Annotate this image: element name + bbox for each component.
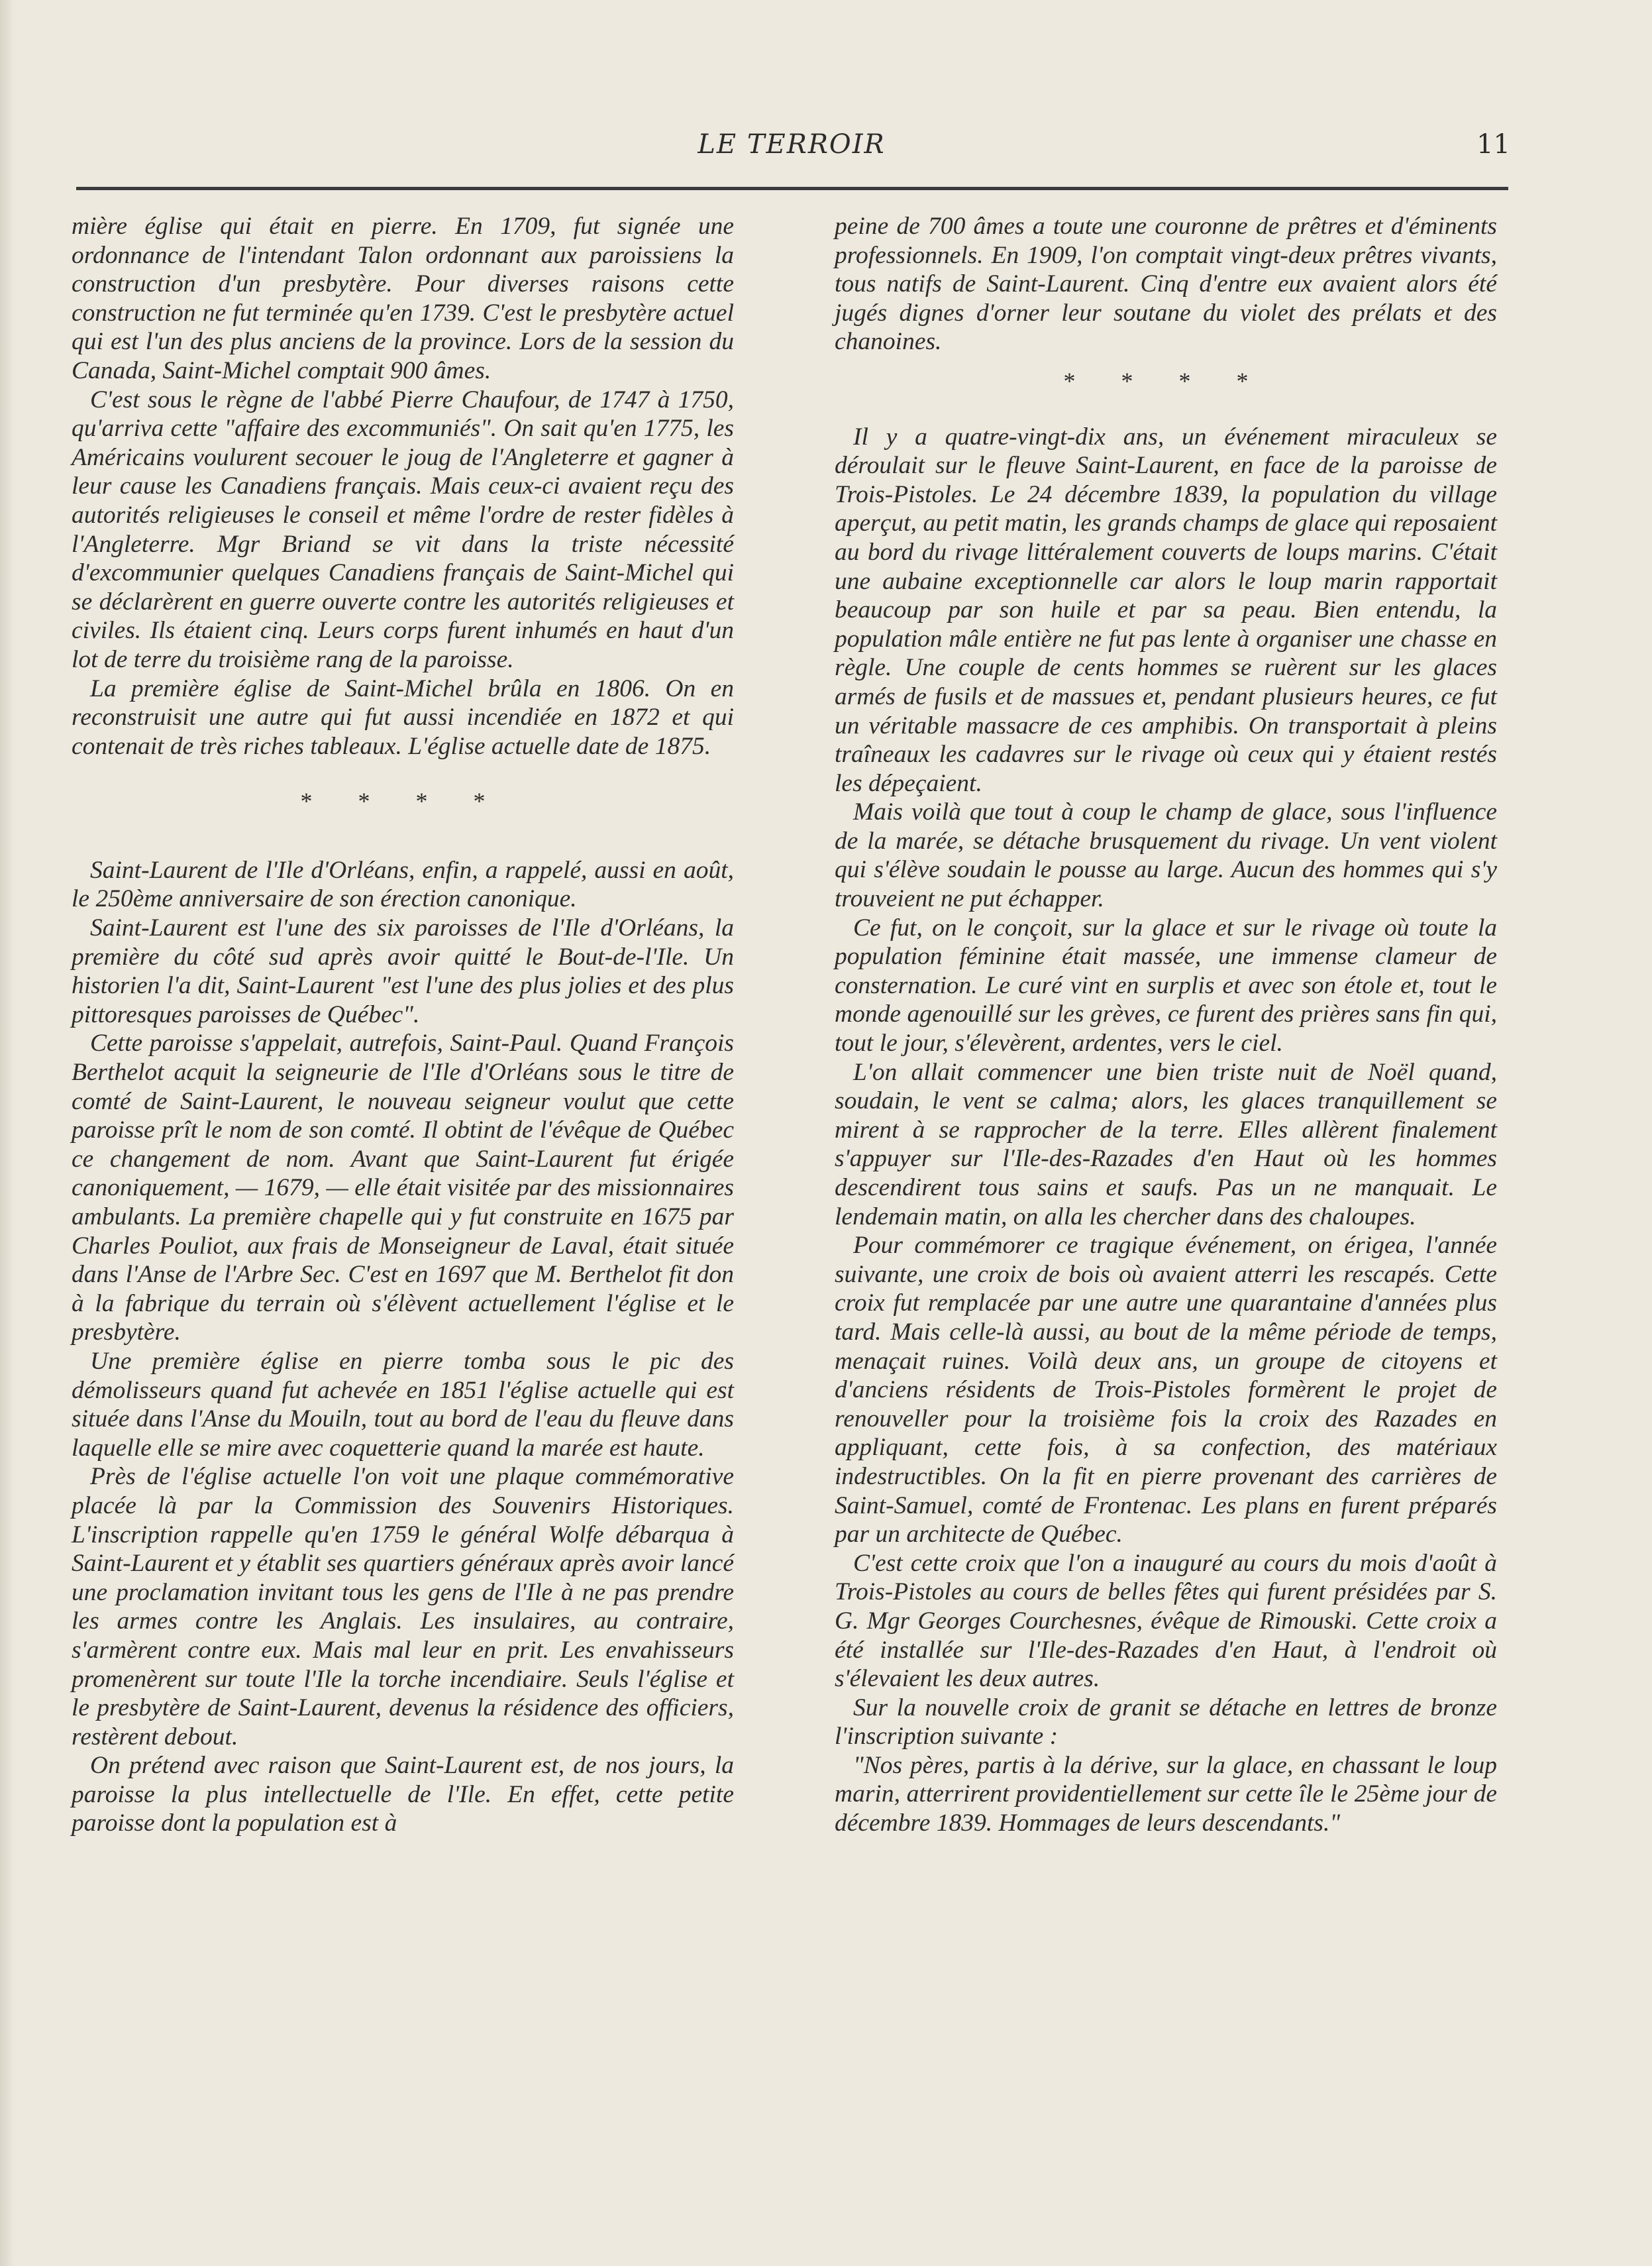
page-header (73, 129, 1510, 169)
paragraph: C'est sous le règne de l'abbé Pierre Chaufour, de 1747 à 1750, qu'arriva cette "affaire des excommuniés". On sait qu'en 1775, les Américains voulurent secouer le joug de l'Angleterre et gagner à leur cause les Canadiens français. Mais ceux-ci avaient reçu des autorités religieuses le conseil et même l'ordre de rester fidèles à l'Angleterre. Mgr Briand se vit dans la triste nécessité d'excommunier quelques Canadiens français de Saint-Michel qui se déclarèrent en guerre ouverte contre les autorités religieuses et civiles. Ils étaient cinq. Leurs corps furent inhumés en haut d'un lot de terre du troisième rang de la paroisse. (72, 386, 734, 673)
paragraph: Cette paroisse s'appelait, autrefois, Saint-Paul. Quand François Berthelot acquit la seigneurie de l'Ile d'Orléans sous le titre de comté de Saint-Laurent, le nouveau seigneur voulut que cette paroisse prît le nom de son comté. Il obtint de l'évêque de Québec ce changement de nom. Avant que Saint-Laurent fut érigée canoniquement, — 1679, — elle était visitée par des missionnaires ambulants. La première chapelle qui y fut construite en 1675 par Charles Pouliot, aux frais de Monseigneur de Laval, était située dans l'Anse de l'Arbre Sec. C'est en 1697 que M. Berthelot fit don à la fabrique du terrain où s'élèvent actuellement l'église et le presbytère. (72, 1030, 734, 1346)
section-separator: * * * * (300, 788, 505, 815)
paragraph: mière église qui était en pierre. En 1709, fut signée une ordonnance de l'intendant Talon ordonnant aux paroissiens la construction d'un presbytère. Pour diverses raisons cette construction ne fut terminée qu'en 1739. C'est le presbytère actuel qui est l'un des plus anciens de la province. Lors de la session du Canada, Saint-Michel comptait 900 âmes. (72, 213, 734, 384)
running-title: LE TERROIR (697, 129, 886, 160)
paragraph: C'est cette croix que l'on a inauguré au cours du mois d'août à Trois-Pistoles au cours de belles fêtes qui furent présidées par S. G. Mgr Georges Courchesnes, évêque de Rimouski. Cette croix a été installée sur l'Ile-des-Razades d'en Haut, à l'endroit où s'élevaient les deux autres. (835, 1549, 1497, 1693)
paragraph: Il y a quatre-vingt-dix ans, un événement miraculeux se déroulait sur le fleuve Saint-Laurent, en face de la paroisse de Trois-Pistoles. Le 24 décembre 1839, la population du village aperçut, au petit matin, les grands champs de glace qui reposaient au bord du rivage littéralement couverts de loups marins. C'était une aubaine exceptionnelle car alors le loup marin rapportait beaucoup par son huile et par sa peau. Bien entendu, la population mâle entière ne fut pas lente à organiser une chasse en règle. Une couple de cents hommes se ruèrent sur les glaces armés de fusils et de massues et, pendant plusieurs heures, ce fut un véritable massacre de ces amphibis. On transportait à pleins traîneaux les cadavres sur le rivage où ceux qui y étaient restés les dépeçaient. (835, 423, 1497, 797)
page-edge-shadow (0, 0, 15, 2266)
right-column (835, 212, 1497, 1838)
paragraph: La première église de Saint-Michel brûla en 1806. On en reconstruisit une autre qui fut aussi incendiée en 1872 et qui contenait de très riches tableaux. L'église actuelle date de 1875. (72, 674, 734, 760)
paragraph: Mais voilà que tout à coup le champ de glace, sous l'influence de la marée, se détache brusquement du rivage. Un vent violent qui s'élève soudain le pousse au large. Aucun des hommes qui s'y trouveient ne put échapper. (835, 798, 1497, 913)
paragraph: Près de l'église actuelle l'on voit une plaque commémorative placée là par la Commission des Souvenirs Historiques. L'inscription rappelle qu'en 1759 le général Wolfe débarqua à Saint-Laurent et y établit ses quartiers généraux après avoir lancé une proclamation invitant tous les gens de l'Ile à ne pas prendre les armes contre les Anglais. Les insulaires, au contraire, s'armèrent contre eux. Mais mal leur en prit. Les envahisseurs promenèrent sur toute l'Ile la torche incendiaire. Seuls l'église et le presbytère de Saint-Laurent, devenus la résidence des officiers, restèrent debout. (72, 1463, 734, 1751)
paragraph: Sur la nouvelle croix de granit se détache en lettres de bronze l'inscription suivante : (835, 1694, 1497, 1751)
header-rule (76, 187, 1508, 190)
paragraph: On prétend avec raison que Saint-Laurent est, de nos jours, la paroisse la plus intellectuelle de l'Ile. En effet, cette petite paroisse dont la population est à (72, 1752, 734, 1837)
paragraph: Pour commémorer ce tragique événement, on érigea, l'année suivante, une croix de bois où avaient atterri les rescapés. Cette croix fut remplacée par une autre une quarantaine d'années plus tard. Mais celle-là aussi, au bout de la même période de temps, menaçait ruines. Voilà deux ans, un groupe de citoyens et d'anciens résidents de Trois-Pistoles formèrent le projet de renouveller pour la troisième fois la croix des Razades en appliquant, cette fois, à sa confection, des matériaux indestructibles. On la fit en pierre provenant des carrières de Saint-Samuel, comté de Frontenac. Les plans en furent préparés par un architecte de Québec. (835, 1232, 1497, 1548)
paragraph: Saint-Laurent de l'Ile d'Orléans, enfin, a rappelé, aussi en août, le 250ème anniversaire de son érection canonique. (72, 856, 734, 913)
paragraph: peine de 700 âmes a toute une couronne de prêtres et d'éminents professionnels. En 1909, l'on comptait vingt-deux prêtres vivants, tous natifs de Saint-Laurent. Cinq d'entre eux avaient alors été jugés dignes d'orner leur soutane du violet des prélats et des chanoines. (835, 213, 1497, 356)
paragraph: L'on allait commencer une bien triste nuit de Noël quand, soudain, le vent se calma; alors, les glaces tranquillement se mirent à se rapprocher de la terre. Elles allèrent finalement s'appuyer sur l'Ile-des-Razades d'en Haut où les hommes descendirent tous sains et saufs. Pas un ne manquait. Le lendemain matin, on alla les chercher dans des chaloupes. (835, 1058, 1497, 1230)
section-separator: * * * * (1063, 367, 1268, 394)
page-number: 11 (1476, 129, 1510, 160)
paragraph: Ce fut, on le conçoit, sur la glace et sur le rivage où toute la population féminine était massée, une immense clameur de consternation. Le curé vint en surplis et avec son étole et, tout le monde agenouillé sur les grèves, ce furent des prières sans fin qui, tout le jour, s'élevèrent, ardentes, vers le ciel. (835, 914, 1497, 1057)
left-column (72, 212, 734, 1838)
paragraph: "Nos pères, partis à la dérive, sur la glace, en chassant le loup marin, atterrirent providentiellement sur cette île le 25ème jour de décembre 1839. Hommages de leurs descendants." (835, 1751, 1497, 1837)
paragraph: Saint-Laurent est l'une des six paroisses de l'Ile d'Orléans, la première du côté sud après avoir quitté le Bout-de-l'Ile. Un historien l'a dit, Saint-Laurent "est l'une des plus jolies et des plus pittoresques paroisses de Québec". (72, 914, 734, 1028)
paragraph: Une première église en pierre tomba sous le pic des démolisseurs quand fut achevée en 1851 l'église actuelle qui est située dans l'Anse du Mouiln, tout au bord de l'eau du fleuve dans laquelle elle se mire avec coquetterie quand la marée est haute. (72, 1347, 734, 1462)
